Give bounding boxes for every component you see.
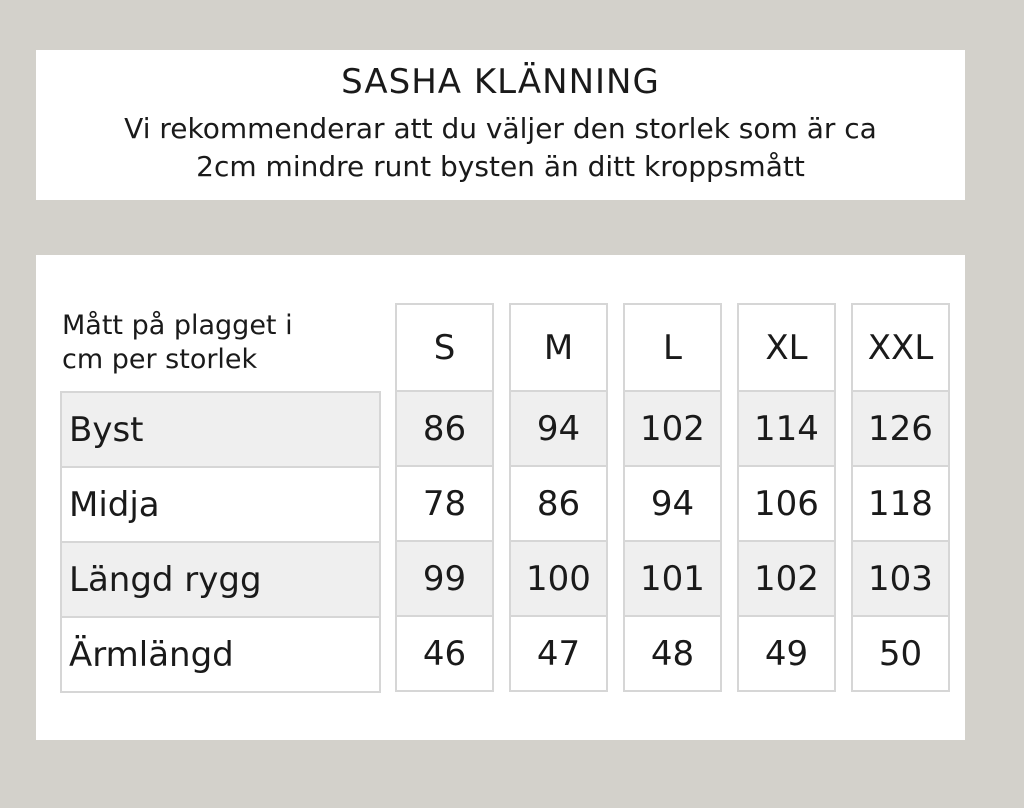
cell-s-bust: 86 [397, 392, 492, 467]
cell-m-sleeve-length: 47 [536, 634, 581, 674]
size-column-xxl [851, 303, 950, 692]
cell-xxl-bust: 126 [853, 392, 948, 467]
size-column-s [395, 303, 494, 692]
cell-xl-back-length: 102 [739, 542, 834, 617]
cell-xl-waist: 106 [739, 467, 834, 542]
size-column-m [509, 303, 608, 692]
cell-l-waist: 94 [625, 467, 720, 542]
cell-l-bust: 102 [625, 392, 720, 467]
size-table-panel [36, 255, 965, 740]
recommendation-line-2: 2cm mindre runt bysten än ditt kroppsmått [196, 150, 805, 183]
cell-xxl-sleeve-length: 50 [878, 634, 923, 674]
recommendation-line-1: Vi rekommenderar att du väljer den storlek som är ca [124, 112, 877, 145]
cell-xxl-back-length: 103 [853, 542, 948, 617]
cell-s-back-length: 99 [397, 542, 492, 617]
cell-m-bust: 94 [511, 392, 606, 467]
row-label-sleeve-length: Ärmlängd [69, 635, 234, 675]
cell-xxl-waist: 118 [853, 467, 948, 542]
recommendation-text [56, 110, 945, 186]
cell-xl-sleeve-length: 49 [764, 634, 809, 674]
table-caption-line-2: cm per storlek [62, 344, 258, 375]
cell-xl-bust: 114 [739, 392, 834, 467]
size-header-m: M [511, 305, 606, 392]
row-label-waist: Midja [62, 468, 379, 543]
table-caption-line-1: Mått på plagget i [62, 310, 293, 341]
size-header-l: L [625, 305, 720, 392]
row-label-back-length: Längd rygg [62, 543, 379, 618]
page-title: SASHA KLÄNNING [341, 62, 660, 102]
cell-m-waist: 86 [511, 467, 606, 542]
measurement-label-column [60, 391, 381, 693]
cell-l-sleeve-length: 48 [650, 634, 695, 674]
size-column-xl [737, 303, 836, 692]
size-header-xxl: XXL [853, 305, 948, 392]
row-label-bust: Byst [62, 393, 379, 468]
header-panel [36, 50, 965, 200]
size-column-l [623, 303, 722, 692]
cell-l-back-length: 101 [625, 542, 720, 617]
table-caption [62, 309, 362, 377]
cell-s-waist: 78 [397, 467, 492, 542]
cell-m-back-length: 100 [511, 542, 606, 617]
size-header-xl: XL [739, 305, 834, 392]
size-header-s: S [397, 305, 492, 392]
cell-s-sleeve-length: 46 [422, 634, 467, 674]
